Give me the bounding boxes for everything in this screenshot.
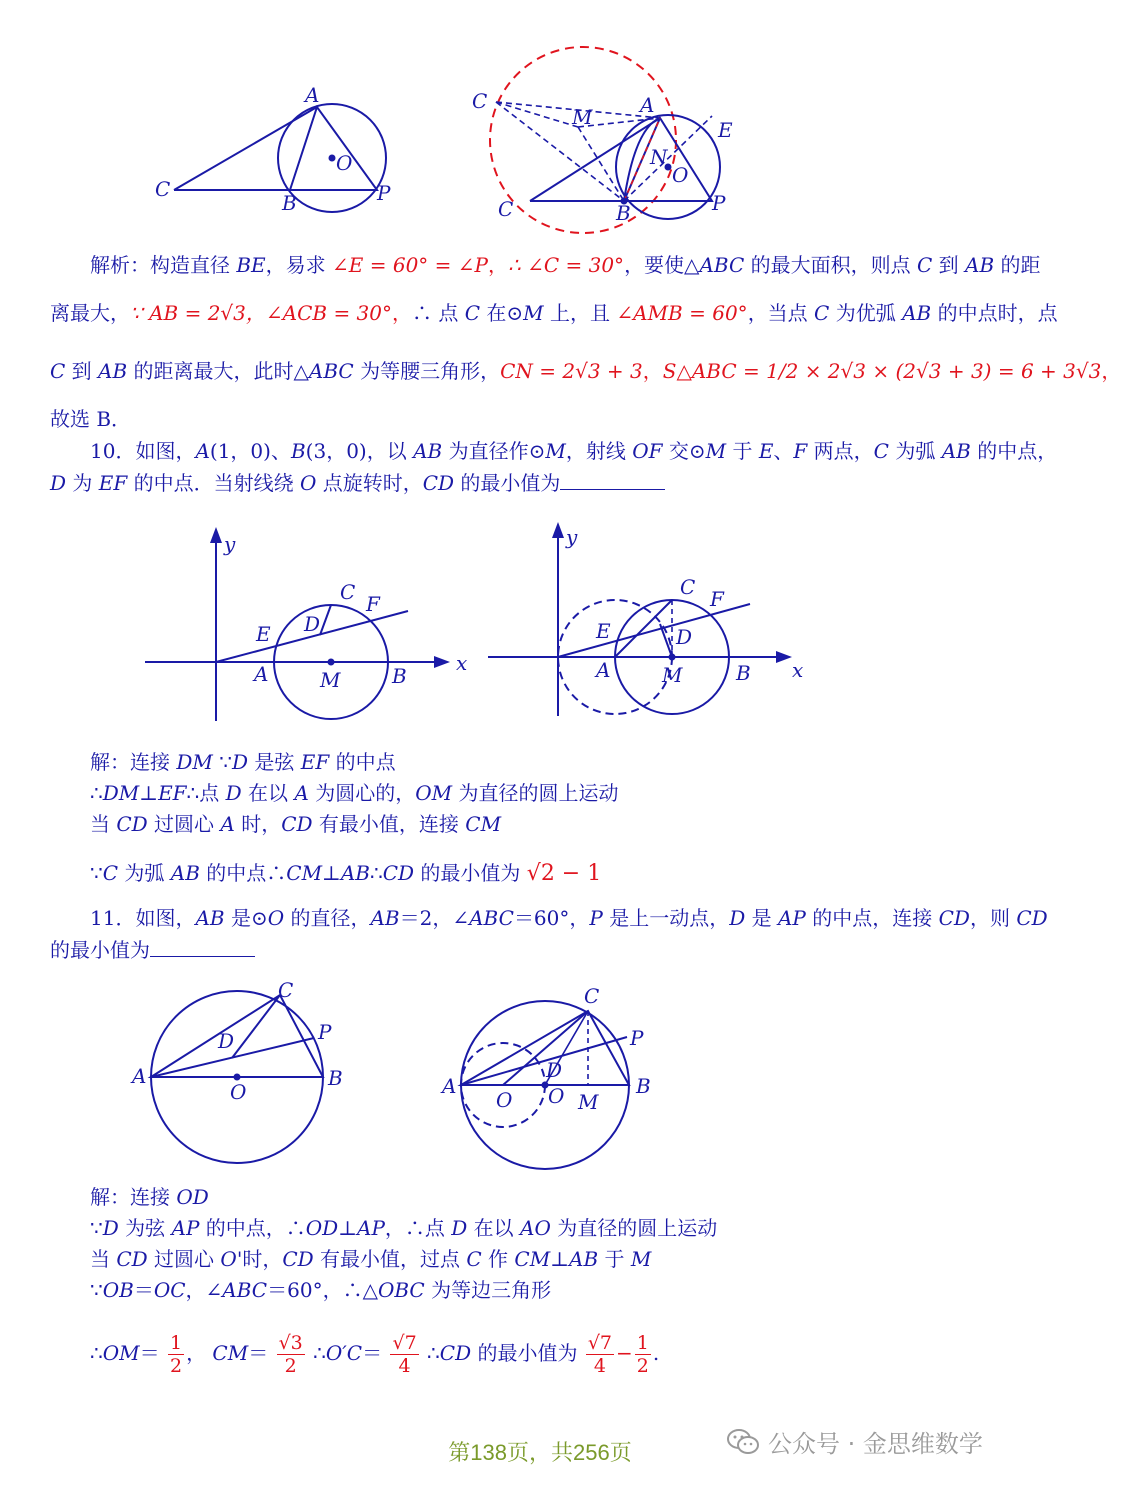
q10l-label-e: E <box>256 622 271 646</box>
q11-solution-5: ∴OM＝ $\frac{1}{2}$ ， CM＝ $\frac{√3}{2}$ ∴O′C＝ $\frac{√7}{4}$ ∴CD 的最小值为 $\frac{√7}{4}$ − $\frac{1}{2}$ . <box>90 1332 660 1377</box>
q9l-line-ca <box>174 107 317 190</box>
q9-analysis-line-2: 离最大，∵ AB = 2√3，∠ACB = 30°，∴ 点 C 在⊙M 上，且 ∠AMB = 60°，当点 C 为优弧 AB 的中点时，点 <box>50 301 1058 325</box>
q10l-label-a: A <box>254 662 269 686</box>
q11-answer-blank <box>150 934 255 957</box>
watermark <box>726 1424 983 1459</box>
q9l-label-b: B <box>282 191 297 215</box>
q11r-label-m: M <box>578 1090 599 1114</box>
q10-solution-2: ∴DM⊥EF∴点 D 在以 A 为圆心的，OM 为直径的圆上运动 <box>90 781 619 805</box>
q9r-dashed-circle <box>490 47 676 233</box>
q10r-label-d: D <box>676 625 693 649</box>
q9r-label-c-bottom: C <box>498 197 514 221</box>
q10r-label-y: y <box>566 525 578 549</box>
q9-analysis-line-1: 解析：构造直径 BE，易求 ∠E = 60° = ∠P，∴ ∠C = 30°，要使△ABC 的最大面积，则点 C 到 AB 的距 <box>90 253 1041 277</box>
q10l-label-b: B <box>392 664 407 688</box>
q11r-label-d: D <box>546 1058 563 1082</box>
wechat-icon <box>726 1427 760 1457</box>
q11-statement-2: 的最小值为 <box>50 934 255 965</box>
q9r-label-b: B <box>616 201 631 225</box>
frac-cm: $\frac{√3}{2}$ <box>278 1332 303 1377</box>
frac-cd-1: $\frac{√7}{4}$ <box>587 1332 613 1377</box>
frac-oc: $\frac{√7}{4}$ <box>392 1332 417 1377</box>
q10r-label-c: C <box>680 575 696 599</box>
q9-analysis-line-3: C 到 AB 的距离最大，此时△ABC 为等腰三角形，CN = 2√3 + 3，S△ABC = 1/2 × 2√3 × (2√3 + 3) = 6 + 3√3， <box>50 359 1121 383</box>
q11r-label-a: A <box>442 1074 457 1098</box>
q9l-label-p: P <box>377 181 391 205</box>
q10r-label-f: F <box>710 587 724 611</box>
q11r-label-c: C <box>584 984 600 1008</box>
q11-solution-2: ∵D 为弦 AP 的中点，∴OD⊥AP，∴点 D 在以 AO 为直径的圆上运动 <box>90 1216 718 1240</box>
q10r-label-b: B <box>736 661 751 685</box>
q9-figure-left <box>140 80 410 220</box>
q10-answer-blank <box>560 467 665 490</box>
q11-figure-right <box>430 975 680 1175</box>
q10-solution-3: 当 CD 过圆心 A 时，CD 有最小值，连接 CM <box>90 812 502 836</box>
q11r-label-p: P <box>630 1026 644 1050</box>
frac-cd-2: $\frac{1}{2}$ <box>636 1332 649 1377</box>
q11-solution-3: 当 CD 过圆心 O'时，CD 有最小值，过点 C 作 CM⊥AB 于 M <box>90 1247 652 1271</box>
q9l-label-c: C <box>155 177 171 201</box>
q11l-label-d: D <box>218 1029 235 1053</box>
q11r-label-b: B <box>636 1074 651 1098</box>
q10-solution-1: 解：连接 DM ∵D 是弦 EF 的中点 <box>90 750 396 774</box>
q11l-label-o: O <box>230 1080 247 1104</box>
q11r-label-o1: O <box>496 1088 513 1112</box>
q11r-label-o2: O <box>548 1084 565 1108</box>
q9r-label-a: A <box>640 93 655 117</box>
q9l-triangle <box>290 107 377 190</box>
q10r-label-m: M <box>662 663 683 687</box>
watermark-text: 公众号 · 金思维数学 <box>768 1430 983 1458</box>
page-footer: 第138页，共256页 <box>448 1440 632 1465</box>
q9r-label-n: N <box>650 145 668 169</box>
q9r-label-m: M <box>572 105 593 129</box>
q10r-label-x: x <box>792 658 804 682</box>
q10-figure-left <box>140 525 480 730</box>
q10-statement-1: 10．如图，A(1，0)、B(3，0)，以 AB 为直径作⊙M，射线 OF 交⊙M 于 E、F 两点，C 为弧 AB 的中点， <box>90 439 1058 463</box>
q9l-label-o: O <box>336 151 353 175</box>
q11l-label-a: A <box>132 1064 147 1088</box>
q11-statement-1: 11．如图，AB 是⊙O 的直径，AB＝2，∠ABC＝60°，P 是上一动点，D 是 AP 的中点，连接 CD，则 CD <box>90 906 1048 930</box>
q11l-label-b: B <box>328 1066 343 1090</box>
q10-statement-2: D 为 EF 的中点．当射线绕 O 点旋转时，CD 的最小值为 <box>50 467 665 498</box>
q9l-center-dot <box>329 155 336 162</box>
q10-figure-right <box>480 520 820 730</box>
q10r-label-a: A <box>596 658 611 682</box>
q9-figure-right <box>460 40 760 225</box>
q10r-label-e: E <box>596 619 611 643</box>
q9-answer: 故选 B． <box>50 407 132 431</box>
q9r-label-o: O <box>672 163 689 187</box>
q9r-label-e: E <box>718 118 733 142</box>
q9r-label-c-top: C <box>472 89 488 113</box>
q10l-label-f: F <box>366 592 380 616</box>
q11-solution-1: 解：连接 OD <box>90 1185 209 1209</box>
q11l-label-c: C <box>278 978 294 1002</box>
q10l-label-d: D <box>304 612 321 636</box>
q11l-label-p: P <box>318 1020 332 1044</box>
q10l-label-c: C <box>340 580 356 604</box>
q10-solution-4: ∵C 为弧 AB 的中点∴CM⊥AB∴CD 的最小值为 √2 − 1 <box>90 861 602 886</box>
q10l-label-y: y <box>224 532 236 556</box>
q9l-label-a: A <box>305 83 320 107</box>
q9r-label-p: P <box>712 191 726 215</box>
q11-solution-4: ∵OB＝OC，∠ABC＝60°，∴△OBC 为等边三角形 <box>90 1278 552 1302</box>
frac-om: $\frac{1}{2}$ <box>169 1332 183 1377</box>
q11-figure-left <box>120 975 360 1175</box>
q10l-label-m: M <box>320 668 341 692</box>
q10l-label-x: x <box>456 651 468 675</box>
